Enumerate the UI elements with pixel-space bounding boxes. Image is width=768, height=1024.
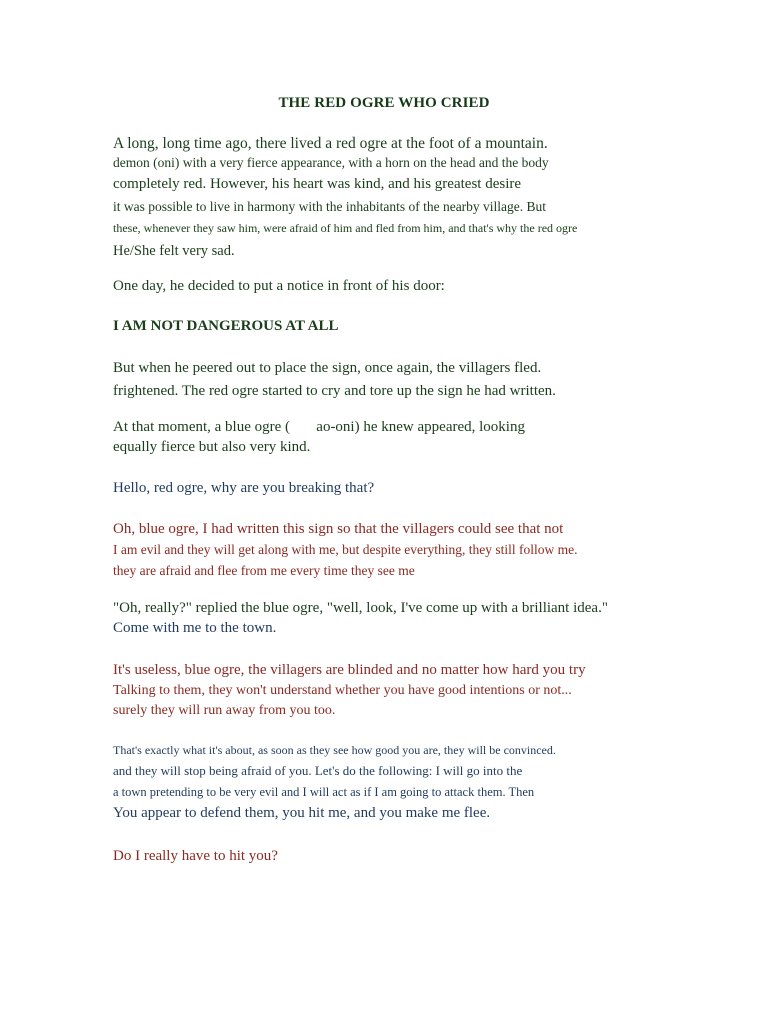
text-line: At that moment, a blue ogre ( ao-oni) he knew appeared, looking [113,419,525,435]
text-line: equally fierce but also very kind. [113,439,311,455]
text-line: they are afraid and flee from me every time they see me [113,563,415,578]
text-line: That's exactly what it's about, as soon as they see how good you are, they will be convinced. [113,743,556,757]
paragraph-villagers-fled [113,357,733,403]
text-line: You appear to defend them, you hit me, and you make me flee. [113,805,491,821]
dialogue-blue-ogre-3 [113,742,733,824]
text-line: I am evil and they will get along with me, but despite everything, they still follow me. [113,542,578,557]
text-line: But when he peered out to place the sign, once again, the villagers fled. [113,360,542,376]
text-line: I AM NOT DANGEROUS AT ALL [113,318,339,334]
text-line: a town pretending to be very evil and I will act as if I am going to attack them. Then [113,785,535,799]
text-line: surely they will run away from you too. [113,703,336,718]
text-line: Come with me to the town. [113,620,277,636]
paragraph-notice-intro [113,276,733,296]
text-line: "Oh, really?" replied the blue ogre, "well, look, I've come up with a brilliant idea." [113,600,608,616]
text-line: Hello, red ogre, why are you breaking that? [113,480,375,496]
text-line: frightened. The red ogre started to cry and tore up the sign he had written. [113,383,556,399]
text-line: Talking to them, they won't understand whether you have good intentions or not... [113,683,572,698]
text-line: He/She felt very sad. [113,243,235,259]
text-line: One day, he decided to put a notice in front of his door: [113,278,445,294]
dialogue-blue-ogre-1 [113,478,733,498]
dialogue-blue-ogre-2 [113,598,733,638]
text-line: It's useless, blue ogre, the villagers are blinded and no matter how hard you try [113,662,586,678]
paragraph-blue-ogre-appears [113,417,733,457]
story-title: THE RED OGRE WHO CRIED [278,95,490,111]
text-line: it was possible to live in harmony with the inhabitants of the nearby village. But [113,199,547,214]
text-line: Do I really have to hit you? [113,848,278,864]
text-line: these, whenever they saw him, were afraid of him and fled from him, and that's why the red ogre [113,221,578,235]
text-line: and they will stop being afraid of you. Let's do the following: I will go into the [113,763,523,778]
text-line: demon (oni) with a very fierce appearance, with a horn on the head and the body [113,155,549,170]
notice-heading [113,316,733,336]
text-line: A long, long time ago, there lived a red ogre at the foot of a mountain. [113,135,548,152]
dialogue-red-ogre-2 [113,660,733,721]
dialogue-red-ogre-3 [113,846,733,866]
dialogue-red-ogre-1 [113,518,733,582]
text-line: completely red. However, his heart was kind, and his greatest desire [113,176,522,192]
paragraph-intro [113,134,733,260]
text-line: Oh, blue ogre, I had written this sign so that the villagers could see that not [113,521,564,537]
